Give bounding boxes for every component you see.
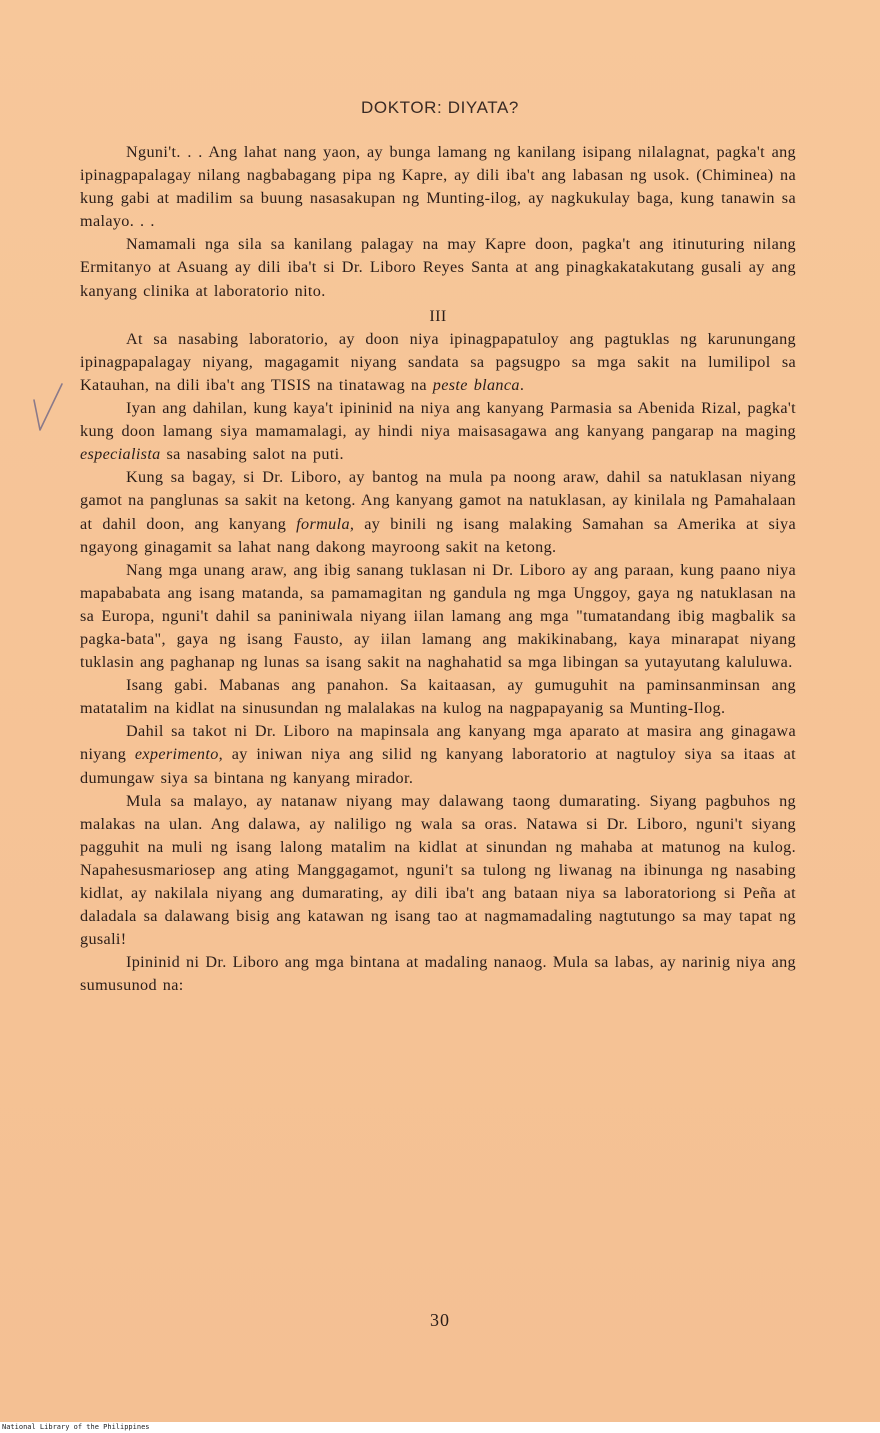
paragraph-8 — [80, 720, 796, 789]
paragraph-3 — [80, 328, 796, 397]
paragraph-8-text: Dahil sa takot ni Dr. Liboro na mapinsala ang kanyang mga aparato at masira ang ginagawa niyang — [80, 722, 796, 764]
paragraph-10: Ipininid ni Dr. Liboro ang mga bintana at madaling nanaog. Mula sa labas, ay narinig niya ang sumusunod na: — [80, 953, 796, 995]
pencil-check-mark — [28, 378, 68, 438]
paragraph-3-end: . — [519, 375, 525, 394]
italic-formula: formula, — [296, 514, 355, 533]
page-number: 30 — [430, 1310, 450, 1330]
paragraph-4-end: sa nasabing salot na puti. — [160, 445, 344, 464]
italic-especialista: especialista — [80, 445, 161, 464]
italic-experimento: experimento, — [134, 745, 224, 764]
italic-peste-blanca: peste blanca — [432, 375, 520, 394]
section-heading: III — [429, 306, 447, 325]
paragraph-6: Nang mga unang araw, ang ibig sanang tuklasan ni Dr. Liboro ay ang paraan, kung paano niya mapababata ang isang matanda, sa pamamagitan ng gandula ng mga Unggoy, gaya ng natuklasan na sa Europa, nguni't dahil sa paniniwala niyang iilan lamang ang mga "tumatandang ibig magbalik sa pagka-bata", gaya ng isang Fausto, ay iilan lamang ang makikinabang, kaya minarapat niyang tuklasin ang paghanap ng lunas sa isang sakit na naghahatid sa mga libingan sa yutayutang kaluluwa. — [80, 560, 796, 672]
footer-strip — [0, 1422, 880, 1433]
paragraph-5-end: ay binili ng isang malaking Samahan sa Amerika at siya ngayong ginagamit sa lahat nang dakong mayroong sakit na ketong. — [80, 514, 796, 556]
footer-credit: National Library of the Philippines — [2, 1423, 150, 1431]
body-text — [80, 141, 796, 997]
paragraph-7: Isang gabi. Mabanas ang panahon. Sa kaitaasan, ay gumuguhit na paminsanminsan ang matatalim na kidlat na sinusundan ng malalakas na kulog na nagpapayanig sa Munting-Ilog. — [80, 676, 796, 718]
paragraph-8-end: ay iniwan niya ang silid ng kanyang laboratorio at nagtuloy siya sa itaas at dumungaw siya sa bintana ng kanyang mirador. — [80, 745, 796, 787]
paragraph-5-text: Kung sa bagay, si Dr. Liboro, ay bantog na mula pa noong araw, dahil sa natuklasan niyang gamot na panglunas sa sakit na ketong. Ang kanyang gamot na natuklasan, ay kinilala ng Pamahalaan at dahil doon, ang kanyang — [80, 468, 796, 533]
paragraph-9: Mula sa malayo, ay natanaw niyang may dalawang taong dumarating. Siyang pagbuhos ng malakas na ulan. Ang dalawa, ay naliligo ng wala sa oras. Natawa si Dr. Liboro, nguni't siyang pagguhit na muli ng isang lalong matalim na kidlat at sinundan ng mahaba at matunog na kulog. Napahesusmariosep ang ating Manggagamot, nguni't sa tulong ng liwanag na ibinunga ng nasabing kidlat, ay nakilala niyang ang dumarating, ay dili iba't ang bataan niya sa laboratoriong si Peña at daladala sa dalawang bisig ang katawan ng isang tao at nagmamadaling nagtutungo sa may tapat ng gusali! — [80, 791, 796, 949]
paragraph-3-text: At sa nasabing laboratorio, ay doon niya ipinagpapatuloy ang pagtuklas ng karunungang ipinagpapalagay niyang, magagamit niyang sandata sa pagsugpo sa mga sakit na lumilipol sa Katauhan, na dili iba't ang TISIS na tinatawag na — [80, 329, 796, 394]
paragraph-4 — [80, 397, 796, 466]
paragraph-5 — [80, 466, 796, 558]
paragraph-1: Nguni't. . . Ang lahat nang yaon, ay bunga lamang ng kanilang isipang nilalagnat, pagka't ang ipinagpapalagay nilang nagbabagang pipa ng Kapre, ay dili iba't ang labasan ng usok. (Chiminea) na kung gabi at madilim sa buung nasasakupan ng Munting-ilog, ay nagkukulay baga, kung tanawin sa malayo. . . — [80, 143, 796, 231]
paragraph-4-text: Iyan ang dahilan, kung kaya't ipininid na niya ang kanyang Parmasia sa Abenida Rizal, pagka't kung doon lamang siya mamamalagi, ay hindi niya maisasagawa ang kanyang pangarap na maging — [80, 399, 796, 441]
running-head: DOKTOR: DIYATA? — [361, 98, 519, 117]
paragraph-2: Namamali nga sila sa kanilang palagay na may Kapre doon, pagka't ang itinuturing nilang Ermitanyo at Asuang ay dili iba't si Dr. Liboro Reyes Santa at ang pinagkakatakutang gusali ay ang kanyang clinika at laboratorio nito. — [80, 235, 796, 300]
